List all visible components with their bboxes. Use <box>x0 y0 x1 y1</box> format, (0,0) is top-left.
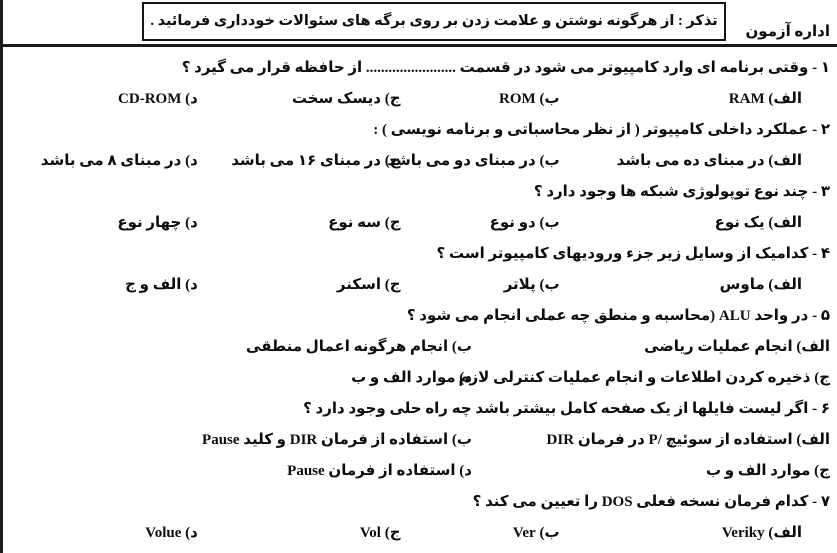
option-dal: د) در مبنای ۸ می باشد <box>40 153 198 169</box>
option-jim: ج) در مبنای ۱۶ می باشد <box>231 153 401 169</box>
question-text: ۷ - کدام فرمان نسخه فعلی DOS را تعیین می کند ؟ <box>472 494 830 510</box>
question-5 <box>7 301 832 394</box>
option-jim: ج) موارد الف و ب <box>705 463 830 479</box>
option-dal: د) CD-ROM <box>118 91 198 107</box>
options-row <box>7 425 832 456</box>
option-jim: ج) Vol <box>359 525 401 541</box>
options-row <box>7 84 832 115</box>
exam-office-label: اداره آزمون <box>745 24 830 40</box>
question-text: ۱ - وقتی برنامه ای وارد کامپیوتر می شود در قسمت ........................ از حافظه قرار می گیرد ؟ <box>181 60 830 76</box>
question-6 <box>7 394 832 487</box>
question-text: ۳ - چند نوع توپولوژی شبکه ها وجود دارد ؟ <box>533 184 830 200</box>
question-2 <box>7 115 832 177</box>
notice-box <box>142 2 726 41</box>
option-dal: د) الف و ج <box>125 277 198 293</box>
question-text: ۲ - عملکرد داخلی کامپیوتر ( از نظر محاسباتی و برنامه نویسی ) : <box>373 122 830 138</box>
option-dal: د) موارد الف و ب <box>351 370 472 386</box>
option-alef: الف) Veriky <box>721 525 802 541</box>
option-dal: د) استفاده از فرمان Pause <box>287 463 472 479</box>
option-alef: الف) در مبنای ده می باشد <box>616 153 802 169</box>
option-alef: الف) یک نوع <box>714 215 802 231</box>
options-row <box>7 363 832 394</box>
question-text: ۴ - کدامیک از وسایل زیر جزء ورودیهای کامپیوتر است ؟ <box>436 246 830 262</box>
question-4 <box>7 239 832 301</box>
questions-area <box>3 47 837 549</box>
question-1 <box>7 53 832 115</box>
option-alef: الف) استفاده از سوئیچ /P در فرمان DIR <box>546 432 830 448</box>
option-dal: د) چهار نوع <box>117 215 198 231</box>
option-be: ب) Ver <box>512 525 560 541</box>
option-be: ب) ROM <box>499 91 560 107</box>
option-be: ب) در مبنای دو می باشد <box>387 153 560 169</box>
options-row <box>7 208 832 239</box>
option-be: ب) دو نوع <box>489 215 560 231</box>
option-alef: الف) انجام عملیات ریاضی <box>644 339 830 355</box>
option-alef: الف) RAM <box>728 91 802 107</box>
option-alef: الف) ماوس <box>719 277 802 293</box>
option-dal: د) Volue <box>145 525 198 541</box>
question-text: ۶ - اگر لیست فایلها از یک صفحه کامل بیشتر باشد چه راه حلی وجود دارد ؟ <box>303 401 830 417</box>
options-row <box>7 332 832 363</box>
option-jim: ج) دیسک سخت <box>291 91 401 107</box>
question-3 <box>7 177 832 239</box>
question-7 <box>7 487 832 549</box>
question-text: ۵ - در واحد ALU (محاسبه و منطق چه عملی انجام می شود ؟ <box>406 308 830 324</box>
options-row <box>7 456 832 487</box>
option-jim: ج) ذخیره کردن اطلاعات و انجام عملیات کنترلی لازم <box>458 370 830 386</box>
options-row <box>7 270 832 301</box>
option-jim: ج) سه نوع <box>328 215 401 231</box>
option-be: ب) انجام هرگونه اعمال منطقی <box>246 339 472 355</box>
options-row <box>7 518 832 549</box>
notice-text: تذکر : از هرگونه نوشتن و علامت زدن بر روی برگه های سئوالات خودداری فرمائید . <box>150 13 718 29</box>
option-jim: ج) اسکنر <box>336 277 401 293</box>
option-be: ب) استفاده از فرمان DIR و کلید Pause <box>202 432 472 448</box>
options-row <box>7 146 832 177</box>
option-be: ب) پلاتر <box>503 277 560 293</box>
